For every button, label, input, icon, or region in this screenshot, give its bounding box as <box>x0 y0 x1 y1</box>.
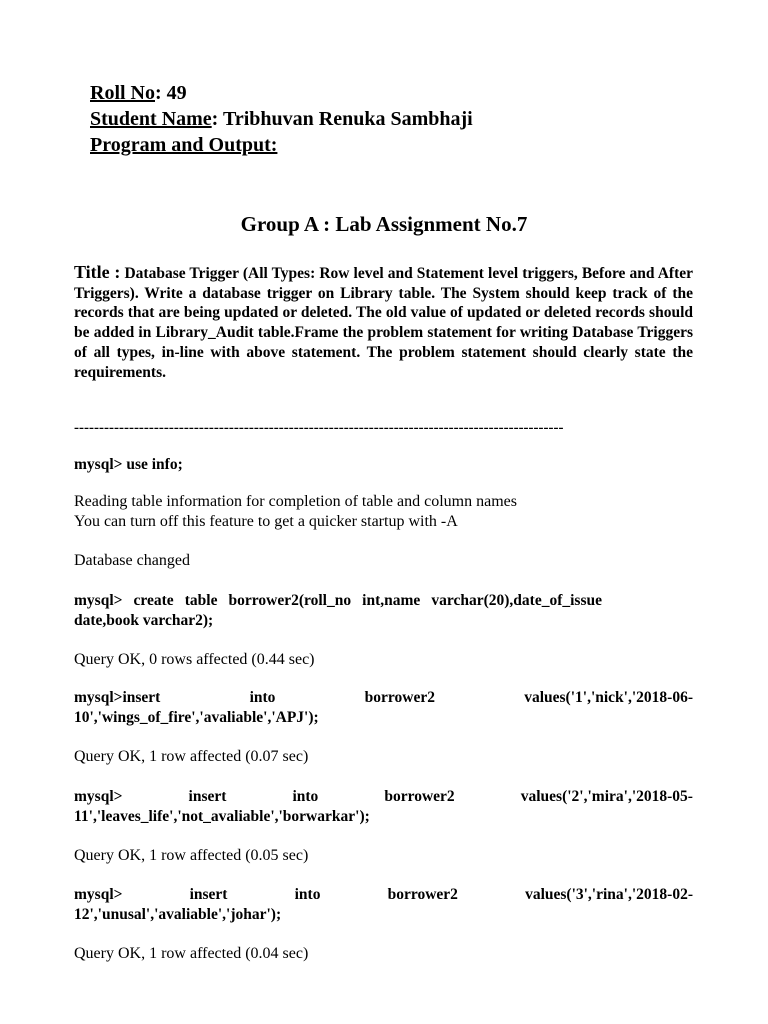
command-create-table-text-1: mysql> create table borrower2(roll_no int,name varchar(20),date_of_issue <box>74 592 602 609</box>
command-use-info: mysql> use info; <box>74 456 183 473</box>
insert-2-word: borrower2 <box>384 788 455 805</box>
insert-2-word: into <box>292 788 319 805</box>
student-name-value: : Tribhuvan Renuka Sambhaji <box>211 108 473 130</box>
insert-3-word: values('3','rina','2018-02- <box>525 886 693 903</box>
roll-number-value: : 49 <box>155 82 187 104</box>
insert-2-word: insert <box>188 788 227 805</box>
command-insert-2 <box>74 787 693 826</box>
output-turn-off-feature: You can turn off this feature to get a quicker startup with -A <box>74 513 458 530</box>
roll-number-label: Roll No <box>90 82 155 104</box>
output-create-table: Query OK, 0 rows affected (0.44 sec) <box>74 651 315 668</box>
command-create-table-line-1 <box>74 591 693 611</box>
output-insert-1: Query OK, 1 row affected (0.07 sec) <box>74 748 309 765</box>
title-text: Database Trigger (All Types: Row level and Statement level triggers, Before and After Triggers). Write a database trigger on Library table. The System should keep track of the records that are being updated or deleted. The old value of updated or deleted records should be added in Library_Audit table.Frame the problem statement for writing Database Triggers of all types, in-line with above statement. The problem statement should clearly state the requirements. <box>74 265 694 381</box>
insert-1-word: into <box>249 689 276 706</box>
insert-3-word: into <box>294 886 321 903</box>
title-label: Title : <box>74 262 121 282</box>
insert-1-word: values('1','nick','2018-06- <box>524 689 693 706</box>
student-name-label: Student Name <box>90 108 212 130</box>
output-insert-3: Query OK, 1 row affected (0.04 sec) <box>74 945 309 962</box>
separator-line: -------------------------------------------------------------------------------------------------- <box>74 420 564 436</box>
command-create-table-line-2: date,book varchar2); <box>74 611 214 629</box>
program-output-label: Program and Output: <box>90 134 278 156</box>
insert-2-word: mysql> <box>74 788 123 805</box>
command-insert-1 <box>74 688 693 727</box>
command-insert-1-line-2: 10','wings_of_fire','avaliable','APJ'); <box>74 708 319 726</box>
student-name-line <box>90 106 473 132</box>
command-insert-1-line-1 <box>74 688 693 708</box>
insert-3-word: insert <box>189 886 228 903</box>
insert-1-word: borrower2 <box>364 689 435 706</box>
assignment-title: Group A : Lab Assignment No.7 <box>240 212 528 236</box>
command-insert-3-line-1 <box>74 885 693 905</box>
roll-number-line <box>90 80 187 106</box>
command-insert-2-line-2: 11','leaves_life','not_avaliable','borwarkar'); <box>74 807 370 825</box>
insert-1-word: mysql>insert <box>74 689 161 706</box>
insert-3-word: borrower2 <box>387 886 458 903</box>
problem-statement <box>74 263 693 382</box>
output-reading-table-info: Reading table information for completion of table and column names <box>74 493 517 510</box>
insert-2-word: values('2','mira','2018-05- <box>520 788 693 805</box>
command-create-table <box>74 591 693 630</box>
command-insert-3 <box>74 885 693 924</box>
command-insert-3-line-2: 12','unusal','avaliable','johar'); <box>74 905 282 923</box>
output-insert-2: Query OK, 1 row affected (0.05 sec) <box>74 847 309 864</box>
command-insert-2-line-1 <box>74 787 693 807</box>
program-output-heading <box>90 132 277 158</box>
output-database-changed: Database changed <box>74 552 190 569</box>
insert-3-word: mysql> <box>74 886 123 903</box>
